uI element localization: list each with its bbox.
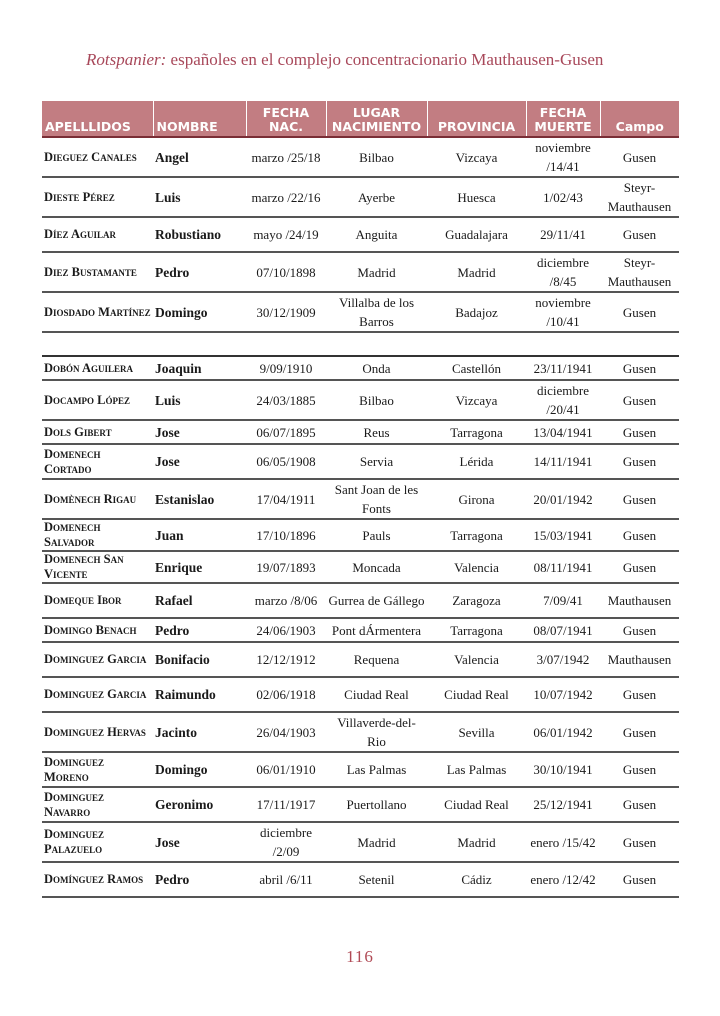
table-row (42, 217, 679, 252)
province-cell: Guadalajara (427, 217, 526, 252)
table-row (42, 752, 679, 787)
birth-date-cell: 17/04/1911 (246, 479, 326, 519)
birth-date-cell: 19/07/1893 (246, 551, 326, 583)
province-cell (427, 332, 526, 356)
surname-cell: Domènech Rigau (42, 479, 153, 519)
table-row (42, 583, 679, 618)
province-cell: Vizcaya (427, 137, 526, 177)
table-row (42, 822, 679, 862)
birth-date-cell: 9/09/1910 (246, 356, 326, 380)
column-header-campo: Campo (600, 101, 679, 137)
page-number: 116 (346, 947, 374, 966)
given-name-cell: Pedro (153, 618, 246, 642)
birthplace-cell: Pauls (326, 519, 427, 551)
death-date-cell: noviembre /14/41 (526, 137, 600, 177)
surname-cell: Díez Aguilar (42, 217, 153, 252)
death-date-cell: 08/11/1941 (526, 551, 600, 583)
birth-date-cell: 02/06/1918 (246, 677, 326, 712)
birthplace-cell: Ciudad Real (326, 677, 427, 712)
column-header-fecha-nac: FECHA NAC. (246, 101, 326, 137)
camp-cell: Gusen (600, 712, 679, 752)
given-name-cell: Geronimo (153, 787, 246, 822)
birthplace-cell: Requena (326, 642, 427, 677)
camp-cell: Gusen (600, 137, 679, 177)
given-name-cell: Estanislao (153, 479, 246, 519)
table-row (42, 618, 679, 642)
death-date-cell: noviembre /10/41 (526, 292, 600, 332)
surname-cell: Dominguez Hervas (42, 712, 153, 752)
column-header-apellidos: APELLLIDOS (42, 101, 153, 137)
birthplace-cell: Puertollano (326, 787, 427, 822)
running-head-italic: Rotspanier: (86, 50, 167, 69)
province-cell: Madrid (427, 252, 526, 292)
camp-cell: Gusen (600, 444, 679, 479)
province-cell: Girona (427, 479, 526, 519)
province-cell: Cádiz (427, 862, 526, 897)
table-header-row (42, 101, 679, 137)
camp-cell: Gusen (600, 551, 679, 583)
birthplace-cell: Servia (326, 444, 427, 479)
camp-cell: Gusen (600, 292, 679, 332)
birth-date-cell (246, 332, 326, 356)
table-row (42, 551, 679, 583)
given-name-cell: Jose (153, 420, 246, 444)
column-header-fecha-muerte: FECHA MUERTE (526, 101, 600, 137)
birth-date-cell: 24/03/1885 (246, 380, 326, 420)
birth-date-cell: 07/10/1898 (246, 252, 326, 292)
death-date-cell: 25/12/1941 (526, 787, 600, 822)
birthplace-cell: Bilbao (326, 380, 427, 420)
camp-cell (600, 332, 679, 356)
camp-cell: Steyr-Mauthausen (600, 177, 679, 217)
birthplace-cell: Ayerbe (326, 177, 427, 217)
province-cell: Castellón (427, 356, 526, 380)
death-date-cell: 3/07/1942 (526, 642, 600, 677)
province-cell: Huesca (427, 177, 526, 217)
birth-date-cell: 30/12/1909 (246, 292, 326, 332)
camp-cell: Gusen (600, 618, 679, 642)
birthplace-cell: Madrid (326, 822, 427, 862)
birth-date-cell: 06/07/1895 (246, 420, 326, 444)
death-date-cell: 30/10/1941 (526, 752, 600, 787)
table-row (42, 479, 679, 519)
table-row-blank (42, 332, 679, 356)
death-date-cell: enero /15/42 (526, 822, 600, 862)
birth-date-cell: 24/06/1903 (246, 618, 326, 642)
surname-cell: Dominguez Garcia (42, 642, 153, 677)
death-date-cell: 13/04/1941 (526, 420, 600, 444)
birth-date-cell: 17/10/1896 (246, 519, 326, 551)
column-header-provincia: PROVINCIA (427, 101, 526, 137)
birth-date-cell: marzo /25/18 (246, 137, 326, 177)
province-cell: Madrid (427, 822, 526, 862)
province-cell: Tarragona (427, 420, 526, 444)
given-name-cell: Domingo (153, 752, 246, 787)
given-name-cell: Jose (153, 444, 246, 479)
surname-cell: Docampo López (42, 380, 153, 420)
death-date-cell: 7/09/41 (526, 583, 600, 618)
birthplace-cell: Setenil (326, 862, 427, 897)
surname-cell: Domenech Cortado (42, 444, 153, 479)
death-date-cell: 23/11/1941 (526, 356, 600, 380)
birth-date-cell: marzo /8/06 (246, 583, 326, 618)
birthplace-cell: Sant Joan de les Fonts (326, 479, 427, 519)
birthplace-cell (326, 332, 427, 356)
given-name-cell: Jacinto (153, 712, 246, 752)
table-row (42, 420, 679, 444)
table-row (42, 444, 679, 479)
camp-cell: Mauthausen (600, 642, 679, 677)
death-date-cell: enero /12/42 (526, 862, 600, 897)
table-row (42, 177, 679, 217)
surname-cell: Dieste Pérez (42, 177, 153, 217)
camp-cell: Mauthausen (600, 583, 679, 618)
given-name-cell: Enrique (153, 551, 246, 583)
running-head (86, 50, 603, 70)
birthplace-cell: Onda (326, 356, 427, 380)
province-cell: Zaragoza (427, 583, 526, 618)
surname-cell: Domínguez Ramos (42, 862, 153, 897)
birth-date-cell: abril /6/11 (246, 862, 326, 897)
birth-date-cell: mayo /24/19 (246, 217, 326, 252)
camp-cell: Gusen (600, 356, 679, 380)
birthplace-cell: Anguita (326, 217, 427, 252)
camp-cell: Gusen (600, 420, 679, 444)
birthplace-cell: Las Palmas (326, 752, 427, 787)
surname-cell: Domenech San Vicente (42, 551, 153, 583)
table-row (42, 252, 679, 292)
province-cell: Ciudad Real (427, 677, 526, 712)
death-date-cell: 10/07/1942 (526, 677, 600, 712)
surname-cell (42, 332, 153, 356)
given-name-cell (153, 332, 246, 356)
province-cell: Valencia (427, 551, 526, 583)
given-name-cell: Bonifacio (153, 642, 246, 677)
given-name-cell: Joaquin (153, 356, 246, 380)
given-name-cell: Rafael (153, 583, 246, 618)
province-cell: Las Palmas (427, 752, 526, 787)
death-date-cell: 29/11/41 (526, 217, 600, 252)
surname-cell: Diez Bustamante (42, 252, 153, 292)
given-name-cell: Luis (153, 380, 246, 420)
birth-date-cell: diciembre /2/09 (246, 822, 326, 862)
camp-cell: Gusen (600, 519, 679, 551)
table-row (42, 356, 679, 380)
birthplace-cell: Reus (326, 420, 427, 444)
given-name-cell: Juan (153, 519, 246, 551)
death-date-cell: 20/01/1942 (526, 479, 600, 519)
surname-cell: Domeque Ibor (42, 583, 153, 618)
birth-date-cell: 06/05/1908 (246, 444, 326, 479)
birthplace-cell: Moncada (326, 551, 427, 583)
camp-cell: Gusen (600, 380, 679, 420)
province-cell: Badajoz (427, 292, 526, 332)
camp-cell: Steyr-Mauthausen (600, 252, 679, 292)
birthplace-cell: Villaverde-del-Rio (326, 712, 427, 752)
death-date-cell: diciembre /8/45 (526, 252, 600, 292)
birthplace-cell: Gurrea de Gállego (326, 583, 427, 618)
given-name-cell: Angel (153, 137, 246, 177)
province-cell: Valencia (427, 642, 526, 677)
surname-cell: Dominguez Moreno (42, 752, 153, 787)
given-name-cell: Pedro (153, 862, 246, 897)
province-cell: Tarragona (427, 618, 526, 642)
death-date-cell: diciembre /20/41 (526, 380, 600, 420)
column-header-nombre: NOMBRE (153, 101, 246, 137)
table-row (42, 292, 679, 332)
surname-cell: Domenech Salvador (42, 519, 153, 551)
birthplace-cell: Villalba de los Barros (326, 292, 427, 332)
prisoner-table (42, 101, 679, 898)
running-head-title: españoles en el complejo concentracionario Mauthausen-Gusen (166, 50, 604, 69)
death-date-cell: 14/11/1941 (526, 444, 600, 479)
surname-cell: Dominguez Palazuelo (42, 822, 153, 862)
province-cell: Ciudad Real (427, 787, 526, 822)
table-body (42, 137, 679, 897)
province-cell: Sevilla (427, 712, 526, 752)
death-date-cell (526, 332, 600, 356)
table-row (42, 642, 679, 677)
table-row (42, 787, 679, 822)
camp-cell: Gusen (600, 752, 679, 787)
surname-cell: Dieguez Canales (42, 137, 153, 177)
province-cell: Lérida (427, 444, 526, 479)
birthplace-cell: Bilbao (326, 137, 427, 177)
surname-cell: Dominguez Navarro (42, 787, 153, 822)
surname-cell: Domingo Benach (42, 618, 153, 642)
birth-date-cell: 26/04/1903 (246, 712, 326, 752)
column-header-lugar-nacimiento: LUGAR NACIMIENTO (326, 101, 427, 137)
camp-cell: Gusen (600, 479, 679, 519)
table-row (42, 137, 679, 177)
given-name-cell: Domingo (153, 292, 246, 332)
surname-cell: Diosdado Martínez (42, 292, 153, 332)
camp-cell: Gusen (600, 787, 679, 822)
province-cell: Vizcaya (427, 380, 526, 420)
camp-cell: Gusen (600, 822, 679, 862)
table-row (42, 380, 679, 420)
table-row (42, 677, 679, 712)
birthplace-cell: Madrid (326, 252, 427, 292)
table-row (42, 519, 679, 551)
birth-date-cell: 06/01/1910 (246, 752, 326, 787)
birthplace-cell: Pont dÁrmentera (326, 618, 427, 642)
birth-date-cell: 17/11/1917 (246, 787, 326, 822)
camp-cell: Gusen (600, 217, 679, 252)
surname-cell: Dobón Aguilera (42, 356, 153, 380)
given-name-cell: Pedro (153, 252, 246, 292)
given-name-cell: Jose (153, 822, 246, 862)
death-date-cell: 06/01/1942 (526, 712, 600, 752)
given-name-cell: Robustiano (153, 217, 246, 252)
camp-cell: Gusen (600, 677, 679, 712)
table-row (42, 862, 679, 897)
death-date-cell: 08/07/1941 (526, 618, 600, 642)
province-cell: Tarragona (427, 519, 526, 551)
birth-date-cell: marzo /22/16 (246, 177, 326, 217)
table-row (42, 712, 679, 752)
given-name-cell: Luis (153, 177, 246, 217)
camp-cell: Gusen (600, 862, 679, 897)
given-name-cell: Raimundo (153, 677, 246, 712)
birth-date-cell: 12/12/1912 (246, 642, 326, 677)
surname-cell: Dominguez Garcia (42, 677, 153, 712)
surname-cell: Dols Gibert (42, 420, 153, 444)
death-date-cell: 15/03/1941 (526, 519, 600, 551)
death-date-cell: 1/02/43 (526, 177, 600, 217)
